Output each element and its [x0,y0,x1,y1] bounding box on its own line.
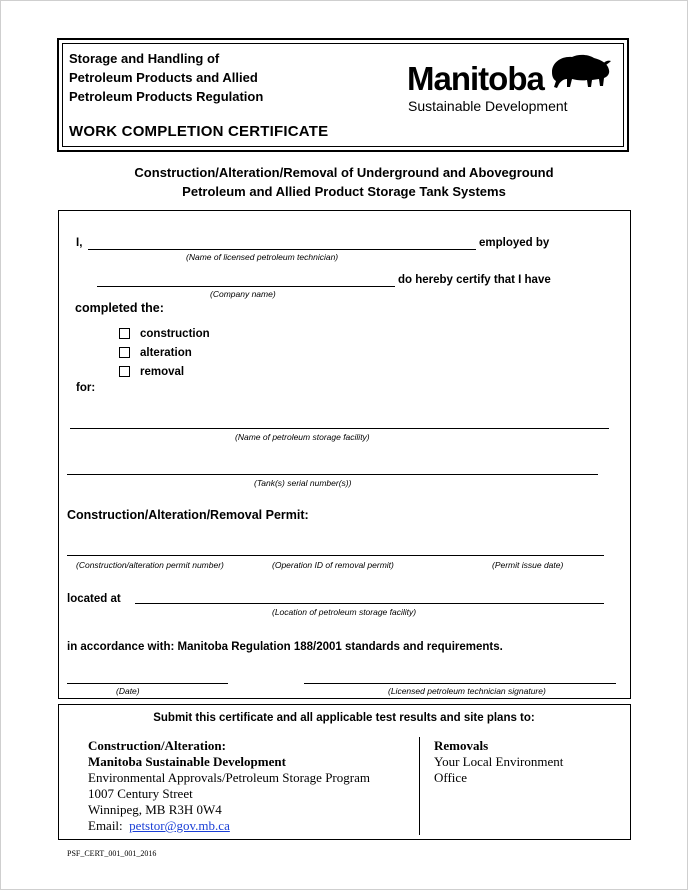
form-subtitle-line1: Construction/Alteration/Removal of Underground and Aboveground [134,165,554,180]
submit-heading: Submit this certificate and all applicable test results and site plans to: [153,712,535,724]
removals-contact-line2: Office [434,770,467,785]
i-label: I, [76,237,83,249]
logo-wordmark: Manitoba [407,60,544,97]
date-field[interactable] [67,683,228,684]
operation-id-caption: (Operation ID of removal permit) [272,560,394,570]
signature-field[interactable] [304,683,616,684]
accordance-text: in accordance with: Manitoba Regulation 188/2001 standards and requirements. [67,641,503,653]
permit-number-caption: (Construction/alteration permit number) [76,560,224,570]
permit-heading: Construction/Alteration/Removal Permit: [67,508,309,522]
date-caption: (Date) [116,686,140,696]
bison-logo-icon [548,52,614,92]
construction-label: construction [140,328,210,340]
tank-serial-field[interactable] [67,474,598,475]
location-caption: (Location of petroleum storage facility) [272,607,417,617]
removal-label: removal [140,366,185,378]
alteration-checkbox[interactable] [119,347,130,358]
tank-caption: (Tank(s) serial number(s)) [254,478,352,488]
construction-contact-city: Winnipeg, MB R3H 0W4 [88,802,222,817]
permit-date-caption: (Permit issue date) [492,560,564,570]
form-subtitle-line2: Petroleum and Allied Product Storage Tank Systems [182,184,506,199]
regulation-line-1: Storage and Handling of [69,51,220,66]
permit-details-field[interactable] [67,555,604,556]
certify-text: do hereby certify that I have [398,274,551,286]
removal-checkbox[interactable] [119,366,130,377]
regulation-title [69,49,263,106]
email-label: Email: [88,818,123,833]
facility-name-field[interactable] [70,428,609,429]
alteration-label: alteration [140,347,192,359]
for-label: for: [76,382,96,394]
located-at-label: located at [67,593,121,605]
location-field[interactable] [135,603,604,604]
company-caption: (Company name) [210,289,276,299]
facility-caption: (Name of petroleum storage facility) [235,432,370,442]
construction-checkbox[interactable] [119,328,130,339]
header-box [57,38,629,152]
regulation-line-2: Petroleum Products and Allied [69,70,258,85]
logo-subtext: Sustainable Development [408,98,568,114]
construction-contact-title: Construction/Alteration: [88,738,226,753]
email-link[interactable]: petstor@gov.mb.ca [129,818,230,833]
removals-contact-line1: Your Local Environment [434,754,564,769]
technician-name-field[interactable] [88,249,476,250]
company-name-field[interactable] [97,286,395,287]
contact-divider [419,737,420,835]
construction-contact-program: Environmental Approvals/Petroleum Storage Program [88,770,370,785]
regulation-line-3: Petroleum Products Regulation [69,89,264,104]
completed-label: completed the: [75,301,164,315]
signature-caption: (Licensed petroleum technician signature) [388,686,546,696]
form-code-footer: PSF_CERT_001_001_2016 [67,849,157,858]
construction-contact-org: Manitoba Sustainable Development [88,754,286,769]
certificate-title: WORK COMPLETION CERTIFICATE [69,123,329,140]
construction-contact-street: 1007 Century Street [88,786,193,801]
employed-by-label: employed by [479,237,550,249]
technician-caption: (Name of licensed petroleum technician) [186,252,339,262]
removals-contact-title: Removals [434,738,489,753]
construction-contact-email [88,818,230,834]
